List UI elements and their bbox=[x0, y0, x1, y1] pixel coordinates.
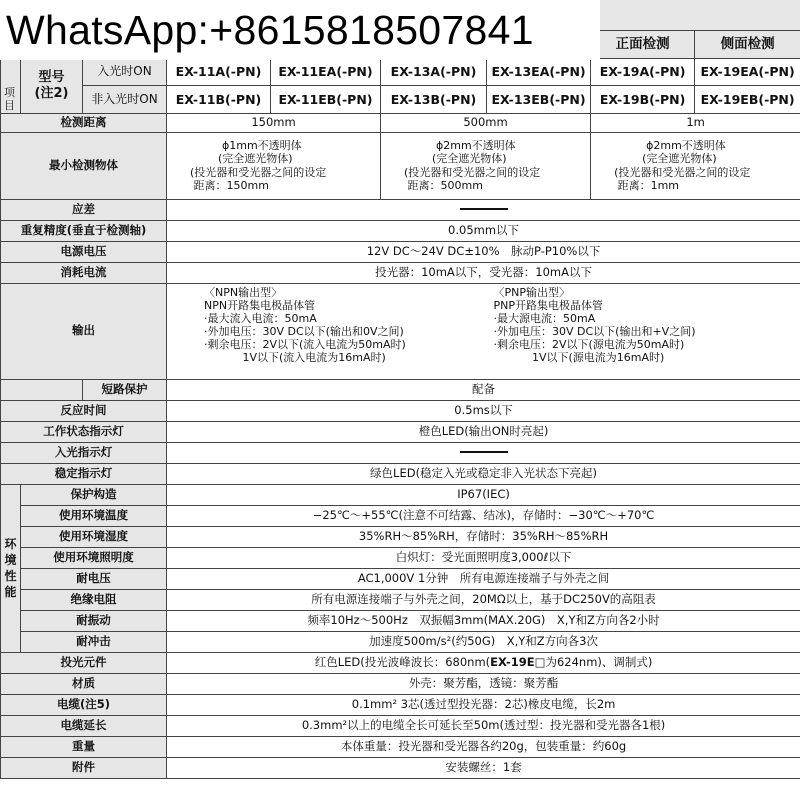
row-repeat bbox=[1, 220, 800, 241]
model-cell: EX-13EB(-PN) bbox=[487, 85, 591, 113]
cable-ext-value: 0.3mm²以上的电缆全长可延长至50m(透过型：投光器和受光器各1根) bbox=[167, 715, 800, 736]
dash-mark bbox=[460, 208, 508, 210]
row-insulation bbox=[1, 589, 800, 610]
row-weight bbox=[1, 736, 800, 757]
dash-mark bbox=[460, 451, 508, 453]
pnp-output-block: 〈PNP输出型〉 PNP开路集电极晶体管 ·最大源电流：50mA ·外加电压：30V DC以下(输出和+V之间) ·剩余电压：2V以下(源电流为50mA时) 1V以下(源电流为16mA时) bbox=[487, 283, 800, 379]
model-cell: EX-13B(-PN) bbox=[381, 85, 487, 113]
row-shock bbox=[1, 631, 800, 652]
material-value: 外壳：聚芳酯，透镜：聚芳酯 bbox=[167, 673, 800, 694]
row-humidity bbox=[1, 526, 800, 547]
consumption-label: 消耗电流 bbox=[1, 262, 167, 283]
row-emitter bbox=[1, 652, 800, 673]
op-indicator-label: 工作状态指示灯 bbox=[1, 421, 167, 442]
cable-ext-label: 电缆延长 bbox=[1, 715, 167, 736]
model-row-on bbox=[1, 58, 800, 85]
vibration-value: 频率10Hz～500Hz 双振幅3mm(MAX.20G) X,Y和Z方向各2小时 bbox=[167, 610, 800, 631]
row-stable-indicator bbox=[1, 463, 800, 484]
output-label: 输出 bbox=[1, 283, 167, 379]
dark-on-label: 非入光时ON bbox=[83, 85, 167, 113]
weight-label: 重量 bbox=[1, 736, 167, 757]
emitter-value: 红色LED(投光波峰波长：680nm(EX-19E□为624nm)、调制式) bbox=[167, 652, 800, 673]
model-cell: EX-11EA(-PN) bbox=[271, 58, 381, 85]
row-cable-ext bbox=[1, 715, 800, 736]
light-on-label: 入光时ON bbox=[83, 58, 167, 85]
row-hysteresis bbox=[1, 199, 800, 220]
model-cell: EX-11B(-PN) bbox=[167, 85, 271, 113]
env-group-label: 环 境 性 能 bbox=[1, 484, 21, 652]
distance-value: 150mm bbox=[167, 113, 381, 132]
voltage-withstand-label: 耐电压 bbox=[21, 568, 167, 589]
whatsapp-watermark: WhatsApp:+8615818507841 bbox=[0, 0, 600, 60]
stable-indicator-value: 绿色LED(稳定入光或稳定非入光状态下亮起) bbox=[167, 463, 800, 484]
insulation-value: 所有电源连接端子与外壳之间，20MΩ以上，基于DC250V的高阻表 bbox=[167, 589, 800, 610]
accessory-label: 附件 bbox=[1, 757, 167, 778]
distance-value: 500mm bbox=[381, 113, 591, 132]
model-cell: EX-11EB(-PN) bbox=[271, 85, 381, 113]
short-label: 短路保护 bbox=[83, 379, 167, 400]
row-power bbox=[1, 241, 800, 262]
row-response bbox=[1, 400, 800, 421]
row-voltage-withstand bbox=[1, 568, 800, 589]
row-accessory bbox=[1, 757, 800, 778]
distance-value: 1m bbox=[591, 113, 800, 132]
temperature-label: 使用环境温度 bbox=[21, 505, 167, 526]
side-detect-header: 侧面检测 bbox=[695, 30, 800, 58]
vibration-label: 耐振动 bbox=[21, 610, 167, 631]
min-object-value: ϕ2mm不透明体 (完全遮光物体) (投光器和受光器之间的设定 距离：500mm bbox=[381, 132, 591, 199]
row-protection bbox=[1, 484, 800, 505]
emitter-label: 投光元件 bbox=[1, 652, 167, 673]
min-object-value: ϕ2mm不透明体 (完全遮光物体) (投光器和受光器之间的设定 距离：1mm bbox=[591, 132, 800, 199]
row-vibration bbox=[1, 610, 800, 631]
response-label: 反应时间 bbox=[1, 400, 167, 421]
power-label: 电源电压 bbox=[1, 241, 167, 262]
power-value: 12V DC～24V DC±10% 脉动P-P10%以下 bbox=[167, 241, 800, 262]
hysteresis-label: 应差 bbox=[1, 199, 167, 220]
npn-output-block: 〈NPN输出型〉 NPN开路集电极晶体管 ·最大流入电流：50mA ·外加电压：30V DC以下(输出和0V之间) ·剩余电压：2V以下(流入电流为50mA时) 1V以下(流入电流为16mA时) bbox=[167, 283, 487, 379]
item-label: 项目 bbox=[1, 58, 21, 113]
protection-label: 保护构造 bbox=[21, 484, 167, 505]
model-cell: EX-19EA(-PN) bbox=[695, 58, 800, 85]
row-distance bbox=[1, 113, 800, 132]
insulation-label: 绝缘电阻 bbox=[21, 589, 167, 610]
cable-label: 电缆(注5) bbox=[1, 694, 167, 715]
row-min-object bbox=[1, 132, 800, 199]
shock-label: 耐冲击 bbox=[21, 631, 167, 652]
illuminance-value: 白炽灯：受光面照明度3,000ℓ以下 bbox=[167, 547, 800, 568]
min-object-label: 最小检测物体 bbox=[1, 132, 167, 199]
model-row-off bbox=[1, 85, 800, 113]
accessory-value: 安装螺丝：1套 bbox=[167, 757, 800, 778]
stable-indicator-label: 稳定指示灯 bbox=[1, 463, 167, 484]
model-cell: EX-13EA(-PN) bbox=[487, 58, 591, 85]
distance-label: 检测距离 bbox=[1, 113, 167, 132]
humidity-label: 使用环境湿度 bbox=[21, 526, 167, 547]
row-illuminance bbox=[1, 547, 800, 568]
row-short bbox=[1, 379, 800, 400]
row-output bbox=[1, 283, 800, 379]
shock-value: 加速度500m/s²(约50G) X,Y和Z方向各3次 bbox=[167, 631, 800, 652]
protection-value: IP67(IEC) bbox=[167, 484, 800, 505]
weight-value: 本体重量：投光器和受光器各约20g，包装重量：约60g bbox=[167, 736, 800, 757]
row-light-indicator bbox=[1, 442, 800, 463]
row-cable bbox=[1, 694, 800, 715]
row-op-indicator bbox=[1, 421, 800, 442]
voltage-withstand-value: AC1,000V 1分钟 所有电源连接端子与外壳之间 bbox=[167, 568, 800, 589]
light-indicator-label: 入光指示灯 bbox=[1, 442, 167, 463]
row-consumption bbox=[1, 262, 800, 283]
illuminance-label: 使用环境照明度 bbox=[21, 547, 167, 568]
repeat-label: 重复精度(垂直于检测轴) bbox=[1, 220, 167, 241]
model-cell: EX-19EB(-PN) bbox=[695, 85, 800, 113]
row-material bbox=[1, 673, 800, 694]
humidity-value: 35%RH～85%RH，存储时：35%RH～85%RH bbox=[167, 526, 800, 547]
response-value: 0.5ms以下 bbox=[167, 400, 800, 421]
repeat-value: 0.05mm以下 bbox=[167, 220, 800, 241]
short-value: 配备 bbox=[167, 379, 800, 400]
front-detect-header: 正面检测 bbox=[591, 30, 695, 58]
op-indicator-value: 橙色LED(输出ON时亮起) bbox=[167, 421, 800, 442]
model-cell: EX-13A(-PN) bbox=[381, 58, 487, 85]
model-cell: EX-19B(-PN) bbox=[591, 85, 695, 113]
model-label: 型号 (注2) bbox=[21, 58, 83, 113]
row-temperature bbox=[1, 505, 800, 526]
material-label: 材质 bbox=[1, 673, 167, 694]
model-cell: EX-19A(-PN) bbox=[591, 58, 695, 85]
min-object-value: ϕ1mm不透明体 (完全遮光物体) (投光器和受光器之间的设定 距离：150mm bbox=[167, 132, 381, 199]
temperature-value: −25℃～+55℃(注意不可结露、结冰)，存储时：−30℃～+70℃ bbox=[167, 505, 800, 526]
consumption-value: 投光器：10mA以下，受光器：10mA以下 bbox=[167, 262, 800, 283]
cable-value: 0.1mm² 3芯(透过型投光器：2芯)橡皮电缆，长2m bbox=[167, 694, 800, 715]
model-cell: EX-11A(-PN) bbox=[167, 58, 271, 85]
